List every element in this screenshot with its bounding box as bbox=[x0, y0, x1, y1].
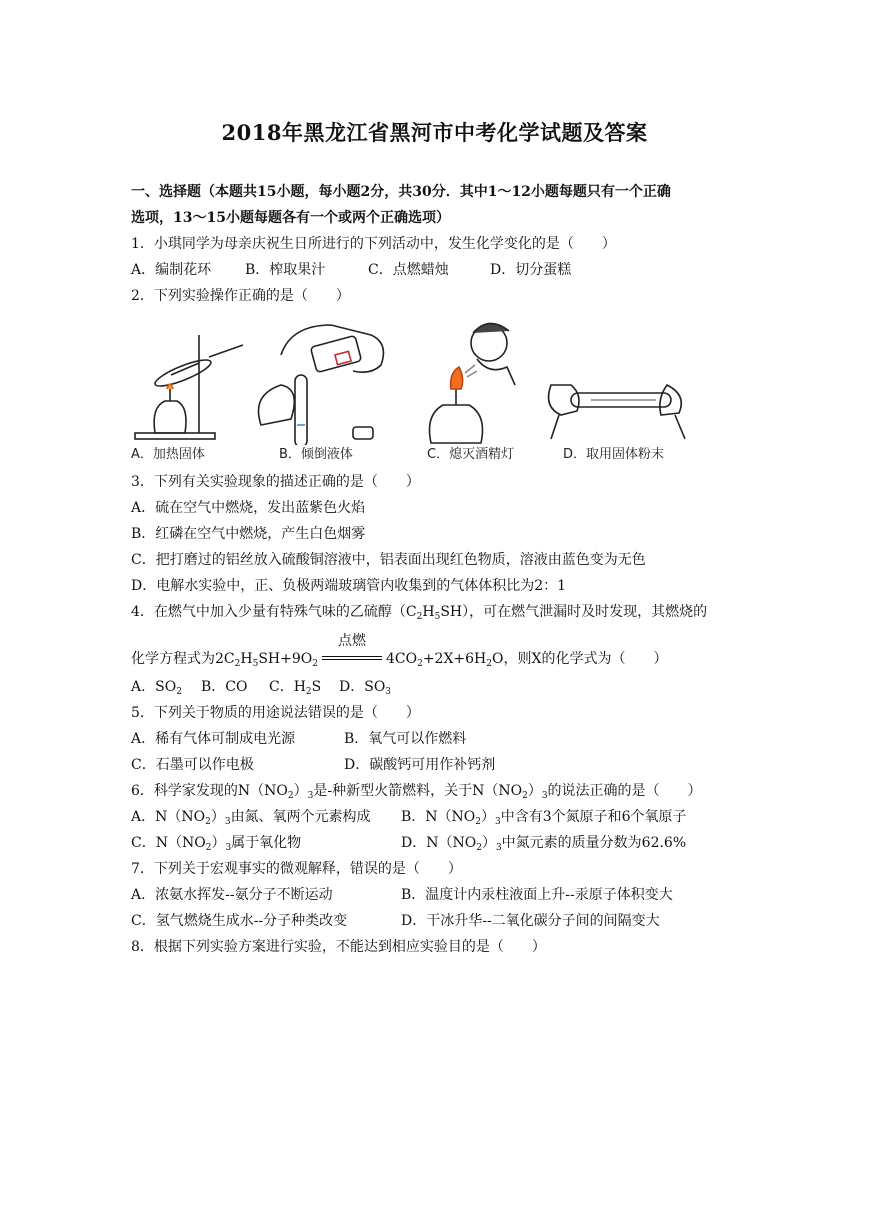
q5-option-c: C．石墨可以作电极 bbox=[131, 757, 254, 773]
q3-option-a: A．硫在空气中燃烧，发出蓝紫色火焰 bbox=[131, 500, 366, 516]
q3-stem: 3．下列有关实验现象的描述正确的是（ ） bbox=[131, 474, 420, 490]
section-heading-line1: 一、选择题（本题共15小题，每小题2分，共30分．其中1～12小题每题只有一个正确 bbox=[131, 184, 671, 200]
page-title: 2018年黑龙江省黑河市中考化学试题及答案 bbox=[221, 120, 648, 145]
q6-stem: 6．科学家发现的$N(NO_2)_3$是-种新型火箭燃料，关于$N(NO_2)_3$的说法正确的是（ ） bbox=[131, 783, 702, 801]
q6-option-d: D．$N(NO_2)_3$中氮元素的质量分数为62.6% bbox=[401, 835, 687, 853]
q4-stem: 4．在燃气中加入少量有特殊气味的乙硫醇$(C_2H_5SH)$，可在燃气泄漏时及时发现，其燃烧的 bbox=[131, 604, 708, 622]
q6-options-row2 bbox=[131, 834, 686, 852]
section-heading-line2: 选项，13～15小题每题各有一个或两个正确选项） bbox=[131, 210, 450, 226]
reaction-condition: 点燃 bbox=[322, 650, 382, 668]
heating-apparatus-icon bbox=[135, 335, 243, 439]
q5-option-b: B．氧气可以作燃料 bbox=[344, 731, 467, 747]
q2-caption-b: B．倾倒液体 bbox=[279, 447, 353, 462]
q4-option-d: D．$SO_3$ bbox=[339, 679, 392, 697]
q2-caption-d: D．取用固体粉末 bbox=[563, 447, 665, 462]
q1-options bbox=[131, 261, 571, 279]
q1-option-c: C．点燃蜡烛 bbox=[368, 262, 449, 278]
q2-illustrations bbox=[131, 315, 691, 445]
alcohol-lamp-blowing-icon bbox=[430, 323, 516, 443]
q7-option-c: C．氢气燃烧生成水--分子种类改变 bbox=[131, 913, 348, 929]
q3-option-d: D．电解水实验中，正、负极两端玻璃管内收集到的气体体积比为2：1 bbox=[131, 578, 567, 594]
q1-option-b: B．榨取果汁 bbox=[245, 262, 326, 278]
q4-option-c: C．$H_2S$ bbox=[269, 679, 322, 697]
powder-paper-slip-icon bbox=[549, 385, 685, 439]
q4-equation: 化学方程式为$2C_2H_5SH+9O_2$ 点燃 $4CO_2+2X+6H_2O$，则X的化学式为（ ） bbox=[131, 633, 668, 669]
q7-options-row2 bbox=[131, 912, 660, 930]
q7-stem: 7．下列关于宏观事实的微观解释，错误的是（ ） bbox=[131, 861, 462, 877]
q6-options-row1 bbox=[131, 808, 687, 826]
q2-figure bbox=[131, 315, 691, 465]
q2-caption-c: C．熄灭酒精灯 bbox=[427, 447, 515, 462]
q1-option-a: A．编制花环 bbox=[131, 262, 212, 278]
q7-option-d: D．干冰升华--二氧化碳分子间的间隔变大 bbox=[401, 913, 660, 929]
q6-option-a: A．$N(NO_2)_3$由氮、氧两个元素构成 bbox=[131, 809, 371, 827]
q6-option-c: C．$N(NO_2)_3$属于氧化物 bbox=[131, 835, 302, 853]
q2-stem: 2．下列实验操作正确的是（ ） bbox=[131, 288, 350, 304]
q1-stem: 1．小琪同学为母亲庆祝生日所进行的下列活动中，发生化学变化的是（ ） bbox=[131, 236, 616, 252]
q3-option-c: C．把打磨过的铝丝放入硫酸铜溶液中，铝表面出现红色物质，溶液由蓝色变为无色 bbox=[131, 552, 646, 568]
q5-options-row2 bbox=[131, 756, 495, 774]
q5-options-row1 bbox=[131, 730, 466, 748]
q2-caption-a: A．加热固体 bbox=[131, 447, 205, 462]
q3-option-b: B．红磷在空气中燃烧，产生白色烟雾 bbox=[131, 526, 366, 542]
q5-stem: 5．下列关于物质的用途说法错误的是（ ） bbox=[131, 705, 420, 721]
q4-option-a: A．$SO_2$ bbox=[131, 679, 182, 697]
q6-option-b: B．$N(NO_2)_3$中含有3个氮原子和6个氧原子 bbox=[401, 809, 687, 827]
q1-option-d: D．切分蛋糕 bbox=[490, 262, 572, 278]
pouring-liquid-icon bbox=[259, 325, 384, 445]
q5-option-a: A．稀有气体可制成电光源 bbox=[131, 731, 296, 747]
q8-stem: 8．根据下列实验方案进行实验，不能达到相应实验目的是（ ） bbox=[131, 939, 546, 955]
q4-option-b: B．CO bbox=[201, 679, 248, 695]
q4-options bbox=[131, 678, 391, 696]
q7-options-row1 bbox=[131, 886, 673, 904]
q7-option-a: A．浓氨水挥发--氨分子不断运动 bbox=[131, 887, 333, 903]
q7-option-b: B．温度计内汞柱液面上升--汞原子体积变大 bbox=[401, 887, 673, 903]
q5-option-d: D．碳酸钙可用作补钙剂 bbox=[344, 757, 496, 773]
